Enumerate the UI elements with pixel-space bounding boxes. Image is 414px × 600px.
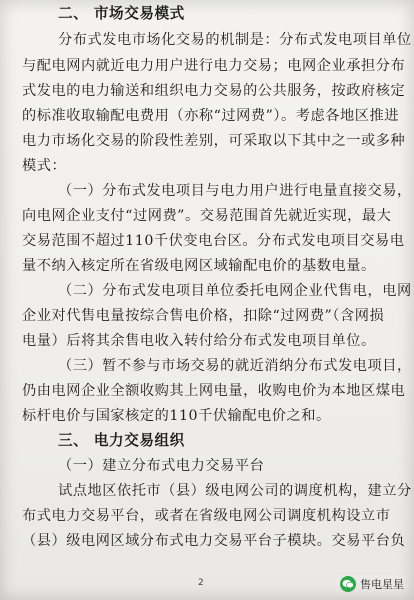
paragraph-line: （一）分布式发电项目与电力用户进行电量直接交易， [58,183,412,199]
watermark-text: 售电星星 [360,578,404,591]
paragraph-line: （二）分布式发电项目单位委托电网企业代售电，电网 [58,283,412,299]
paragraph-line: 向电网企业支付“过网费”。交易范围首先就近实现，最大 [22,208,392,224]
paragraph-line: 的标准收取输配电费用（亦称“过网费”）。考虑各地区推进 [22,108,399,124]
watermark [336,574,408,594]
paragraph-line: 式发电的电力输送和组织电力交易的公共服务，按政府核定 [22,83,406,99]
paragraph-line: 与配电网内就近电力用户进行电力交易；电网企业承担分布 [22,58,406,74]
paragraph-line: 交易范围不超过110千伏变电台区。分布式发电项目交易电 [22,233,405,249]
page-number: 2 [198,578,204,588]
paragraph-line: 模式： [22,158,67,174]
paragraph-line: 电力市场化交易的阶段性差别，可采取以下其中之一或多种 [22,133,406,149]
paragraph-line: 试点地区依托市（县）级电网公司的调度机构，建立分 [58,483,412,499]
paragraph-line: 分布式发电市场化交易的机制是：分布式发电项目单位 [58,32,412,48]
wechat-icon [340,576,356,592]
paragraph-line: 电量）后将其余售电收入转付给分布式发电项目单位。 [22,333,376,349]
section-heading-3: 三、 电力交易组织 [58,432,185,449]
paragraph-line: 仍由电网企业全额收购其上网电量，收购电价为本地区煤电 [22,383,406,399]
paragraph-line: 企业对代售电量按综合售电价格，扣除“过网费”（含网损 [22,308,385,324]
paragraph-line: 量不纳入核定所在省级电网区域输配电价的基数电量。 [22,258,376,274]
paragraph-line: 布式电力交易平台，或者在省级电网公司调度机构设立市 [22,508,391,524]
subsection-heading: （一）建立分布式电力交易平台 [58,458,265,474]
section-heading-2: 二、 市场交易模式 [58,5,185,22]
paragraph-line: 标杆电价与国家核定的110千伏输配电价之和。 [22,408,331,424]
paragraph-line: （县）级电网区域分布式电力交易平台子模块。交易平台负 [22,533,406,549]
paragraph-line: （三）暂不参与市场交易的就近消纳分布式发电项目， [58,358,412,374]
